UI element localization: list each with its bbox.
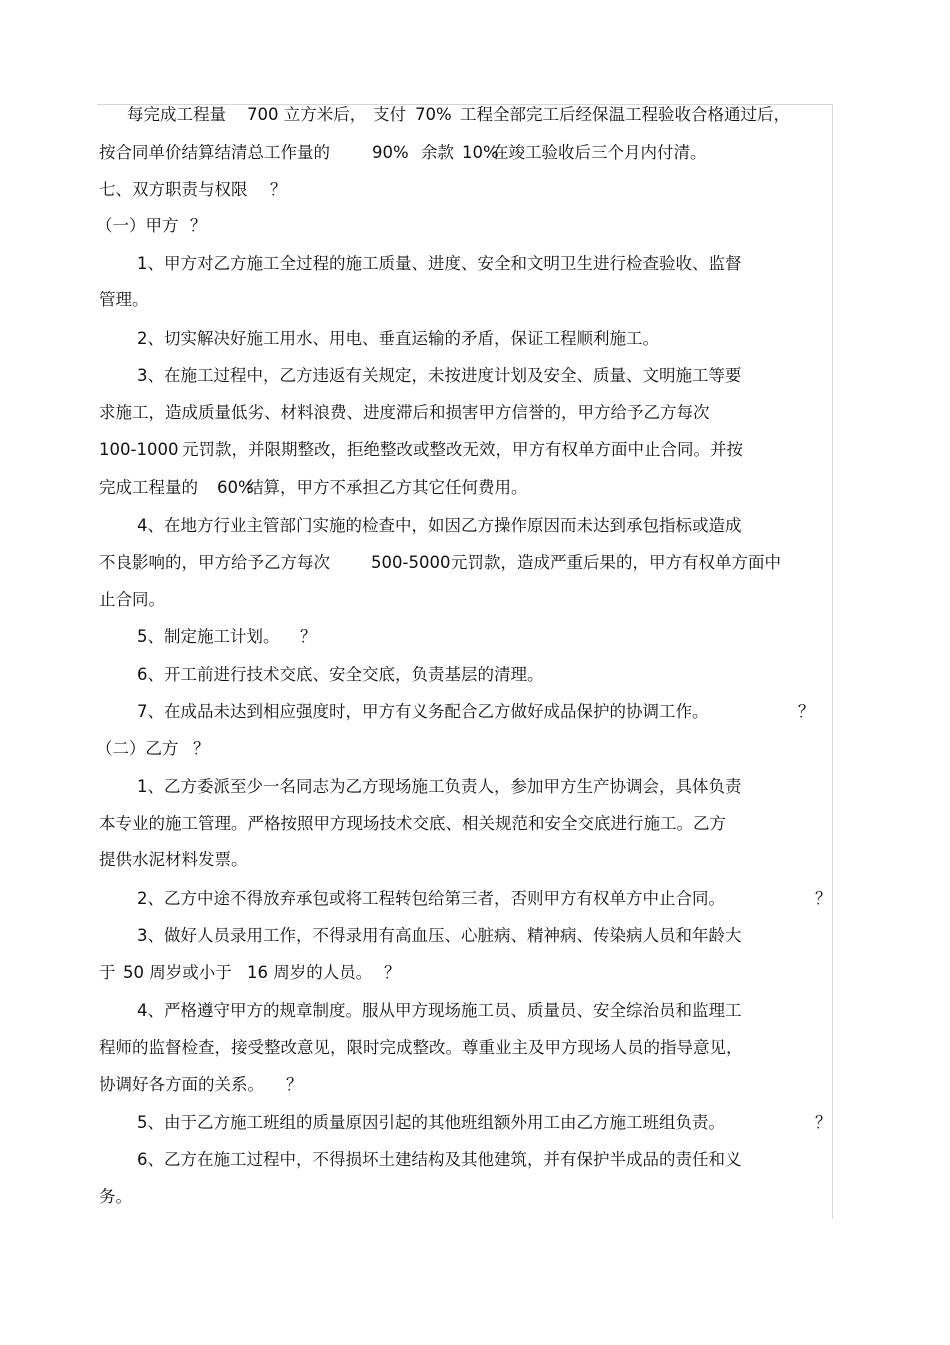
text-run: 结算，甲方不承担乙方其它任何费用。 xyxy=(247,478,528,497)
text-run: 不良影响的，甲方给予乙方每次 xyxy=(99,553,330,572)
text-run: 6、乙方在施工过程中，不得损坏土建结构及其他建筑，并有保护半成品的责任和义 xyxy=(137,1150,742,1169)
text-run: 在竣工验收后三个月内付清。 xyxy=(492,143,707,162)
text-run: 协调好各方面的关系。 xyxy=(99,1075,264,1094)
page-frame-right-border xyxy=(832,104,833,1219)
text-run: 程师的监督检查，接受整改意见，限时完成整改。尊重业主及甲方现场人员的指导意见， xyxy=(99,1038,743,1057)
text-run: 4、严格遵守甲方的规章制度。服从甲方现场施工员、质量员、安全综治员和监理工 xyxy=(137,1001,742,1020)
placeholder-mark: ？ xyxy=(300,627,317,646)
placeholder-mark: ？ xyxy=(798,702,815,721)
text-run: 2、切实解决好施工用水、用电、垂直运输的矛盾，保证工程顺利施工。 xyxy=(137,329,659,348)
text-run: 务。 xyxy=(99,1187,132,1206)
text-run: 10% xyxy=(462,143,499,162)
text-run: 每完成工程量 xyxy=(127,105,226,124)
placeholder-mark: ？ xyxy=(286,1075,303,1094)
text-run: 管理。 xyxy=(99,290,149,309)
text-run: 90% xyxy=(372,143,409,162)
text-run: 完成工程量的 xyxy=(99,478,198,497)
text-run: 7、在成品未达到相应强度时，甲方有义务配合乙方做好成品保护的协调工作。 xyxy=(137,702,709,721)
placeholder-mark: ？ xyxy=(384,963,401,982)
text-run: 500-5000 xyxy=(371,553,451,572)
text-run: （一）甲方 xyxy=(96,216,179,235)
text-run: 3、在施工过程中，乙方违返有关规定，未按进度计划及安全、质量、文明施工等要 xyxy=(137,366,742,385)
placeholder-mark: ？ xyxy=(190,216,207,235)
placeholder-mark: ？ xyxy=(193,739,210,758)
text-run: 70% xyxy=(415,105,452,124)
text-run: 16 周岁的人员。 xyxy=(247,963,373,982)
text-run: 5、由于乙方施工班组的质量原因引起的其他班组额外用工由乙方施工班组负责。 xyxy=(137,1113,725,1132)
text-run: 工程全部完工后经保温工程验收合格通过后， xyxy=(460,105,790,124)
text-run: 50 周岁或小于 xyxy=(123,963,232,982)
text-run: 止合同。 xyxy=(99,590,165,609)
text-run: 6、开工前进行技术交底、安全交底，负责基层的清理。 xyxy=(137,665,544,684)
placeholder-mark: ？ xyxy=(815,889,832,908)
text-run: 支付 xyxy=(373,105,406,124)
text-run: 1、甲方对乙方施工全过程的施工质量、进度、安全和文明卫生进行检查验收、监督 xyxy=(137,254,742,273)
text-run: 提供水泥材料发票。 xyxy=(99,850,248,869)
text-run: 2、乙方中途不得放弃承包或将工程转包给第三者，否则甲方有权单方中止合同。 xyxy=(137,889,725,908)
placeholder-mark: ？ xyxy=(815,1113,832,1132)
text-run: 元罚款，造成严重后果的，甲方有权单方面中 xyxy=(451,553,781,572)
text-run: 七、双方职责与权限 xyxy=(99,180,248,199)
text-run: 60% xyxy=(217,478,254,497)
text-run: 求施工，造成质量低劣、材料浪费、进度滞后和损害甲方信誉的，甲方给予乙方每次 xyxy=(99,403,710,422)
text-run: 元罚款，并限期整改，拒绝整改或整改无效，甲方有权单方面中止合同。并按 xyxy=(182,440,743,459)
placeholder-mark: ？ xyxy=(270,180,287,199)
text-run: 100-1000 xyxy=(99,440,179,459)
text-run: 3、做好人员录用工作，不得录用有高血压、心脏病、精神病、传染病人员和年龄大 xyxy=(137,926,742,945)
text-run: 5、制定施工计划。 xyxy=(137,627,280,646)
text-run: 按合同单价结算结清总工作量的 xyxy=(99,143,330,162)
text-run: 1、乙方委派至少一名同志为乙方现场施工负责人，参加甲方生产协调会，具体负责 xyxy=(137,777,742,796)
text-run: 于 xyxy=(99,963,116,982)
text-run: （二）乙方 xyxy=(96,739,179,758)
text-run: 700 立方米后， xyxy=(247,105,367,124)
text-run: 4、在地方行业主管部门实施的检查中，如因乙方操作原因而未达到承包指标或造成 xyxy=(137,516,742,535)
text-run: 余款 xyxy=(421,143,454,162)
text-run: 本专业的施工管理。严格按照甲方现场技术交底、相关规范和安全交底进行施工。乙方 xyxy=(99,814,726,833)
